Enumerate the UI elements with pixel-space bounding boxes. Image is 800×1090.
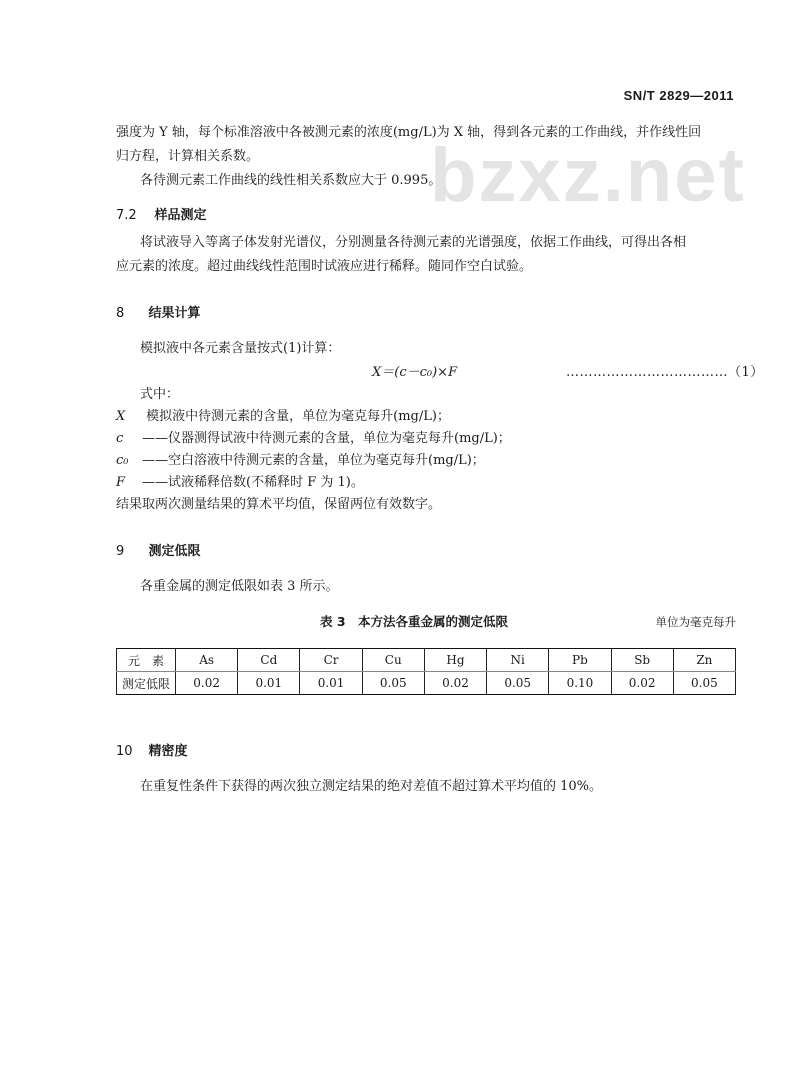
variable-desc: ——仪器测得试液中待测元素的含量，单位为毫克每升(mg/L)； (142, 431, 511, 446)
table-cell: 0.05 (487, 672, 549, 695)
table-cell: As (176, 649, 238, 672)
table-unit: 单位为毫克每升 (655, 615, 736, 629)
variable-symbol: c (116, 431, 124, 446)
table-cell: 0.01 (300, 672, 362, 695)
section-number: 9 (116, 544, 125, 559)
section-title: 结果计算 (148, 306, 201, 321)
table-cell: Sb (611, 649, 673, 672)
table-cell: 0.10 (549, 672, 611, 695)
section-8-heading (116, 302, 201, 321)
section-number: 8 (116, 306, 125, 321)
table-cell: Cr (300, 649, 362, 672)
table-cell: Pb (549, 649, 611, 672)
variable-desc: ——空白溶液中待测元素的含量，单位为毫克每升(mg/L)； (142, 453, 485, 468)
section-title: 测定低限 (148, 544, 201, 559)
section-title: 样品测定 (154, 208, 207, 223)
variable-desc: ——试液稀释倍数(不稀释时 F 为 1)。 (142, 475, 364, 490)
intro-line-1: 强度为 Y 轴，每个标准溶液中各被测元素的浓度(mg/L)为 X 轴，得到各元素的工作曲线，并作线性回 (116, 125, 702, 140)
section-7-2-line-2: 应元素的浓度。超过曲线线性范围时试液应进行稀释。随同作空白试验。 (116, 259, 533, 274)
section-9-heading (116, 540, 201, 559)
section-7-2-line-1: 将试液导入等离子体发射光谱仪，分别测量各待测元素的光谱强度，依据工作曲线，可得出各相 (140, 235, 687, 250)
where-label: 式中： (140, 387, 180, 402)
section-7-2-heading (116, 204, 207, 223)
table-cell: 元 素 (117, 649, 176, 672)
table-cell: Zn (673, 649, 735, 672)
variable-row (116, 429, 511, 449)
table-cell: Hg (424, 649, 486, 672)
table-cell: Cd (238, 649, 300, 672)
formula: X＝(c－c₀)×F (372, 365, 458, 380)
result-conclusion: 结果取两次测量结果的算术平均值，保留两位有效数字。 (116, 497, 442, 512)
table-title: 表 3 本方法各重金属的测定低限 (320, 614, 509, 629)
formula-intro: 模拟液中各元素含量按式(1)计算： (140, 341, 341, 356)
table-cell: 0.05 (673, 672, 735, 695)
table-row (117, 672, 736, 695)
variable-symbol: F (116, 475, 126, 490)
table-cell: 0.02 (611, 672, 673, 695)
table-cell: 测定低限 (117, 672, 176, 695)
table-cell: 0.02 (424, 672, 486, 695)
watermark: bzxz.net (430, 133, 746, 218)
table-cell: 0.01 (238, 672, 300, 695)
formula-number: ………………………………（1） (566, 365, 764, 380)
variable-symbol: X (116, 409, 126, 424)
section-number: 10 (116, 744, 133, 759)
table-cell: Ni (487, 649, 549, 672)
standard-code: SN/T 2829—2011 (623, 88, 734, 103)
section-10-text: 在重复性条件下获得的两次独立测定结果的绝对差值不超过算术平均值的 10%。 (140, 779, 603, 794)
section-number: 7.2 (116, 208, 137, 223)
section-title: 精密度 (148, 744, 188, 759)
variable-desc: 模拟液中待测元素的含量，单位为毫克每升(mg/L)； (142, 409, 450, 424)
variable-row (116, 473, 364, 493)
table-cell: Cu (362, 649, 424, 672)
table-cell: 0.05 (362, 672, 424, 695)
variable-row (116, 407, 450, 427)
intro-line-3: 各待测元素工作曲线的线性相关系数应大于 0.995。 (140, 173, 442, 188)
intro-line-2: 归方程，计算相关系数。 (116, 149, 260, 164)
section-9-text: 各重金属的测定低限如表 3 所示。 (140, 579, 339, 594)
section-10-heading (116, 740, 188, 759)
table-header-row (117, 649, 736, 672)
variable-row (116, 451, 485, 471)
variable-symbol: c₀ (116, 453, 129, 468)
table-cell: 0.02 (176, 672, 238, 695)
detection-limit-table (116, 648, 736, 695)
